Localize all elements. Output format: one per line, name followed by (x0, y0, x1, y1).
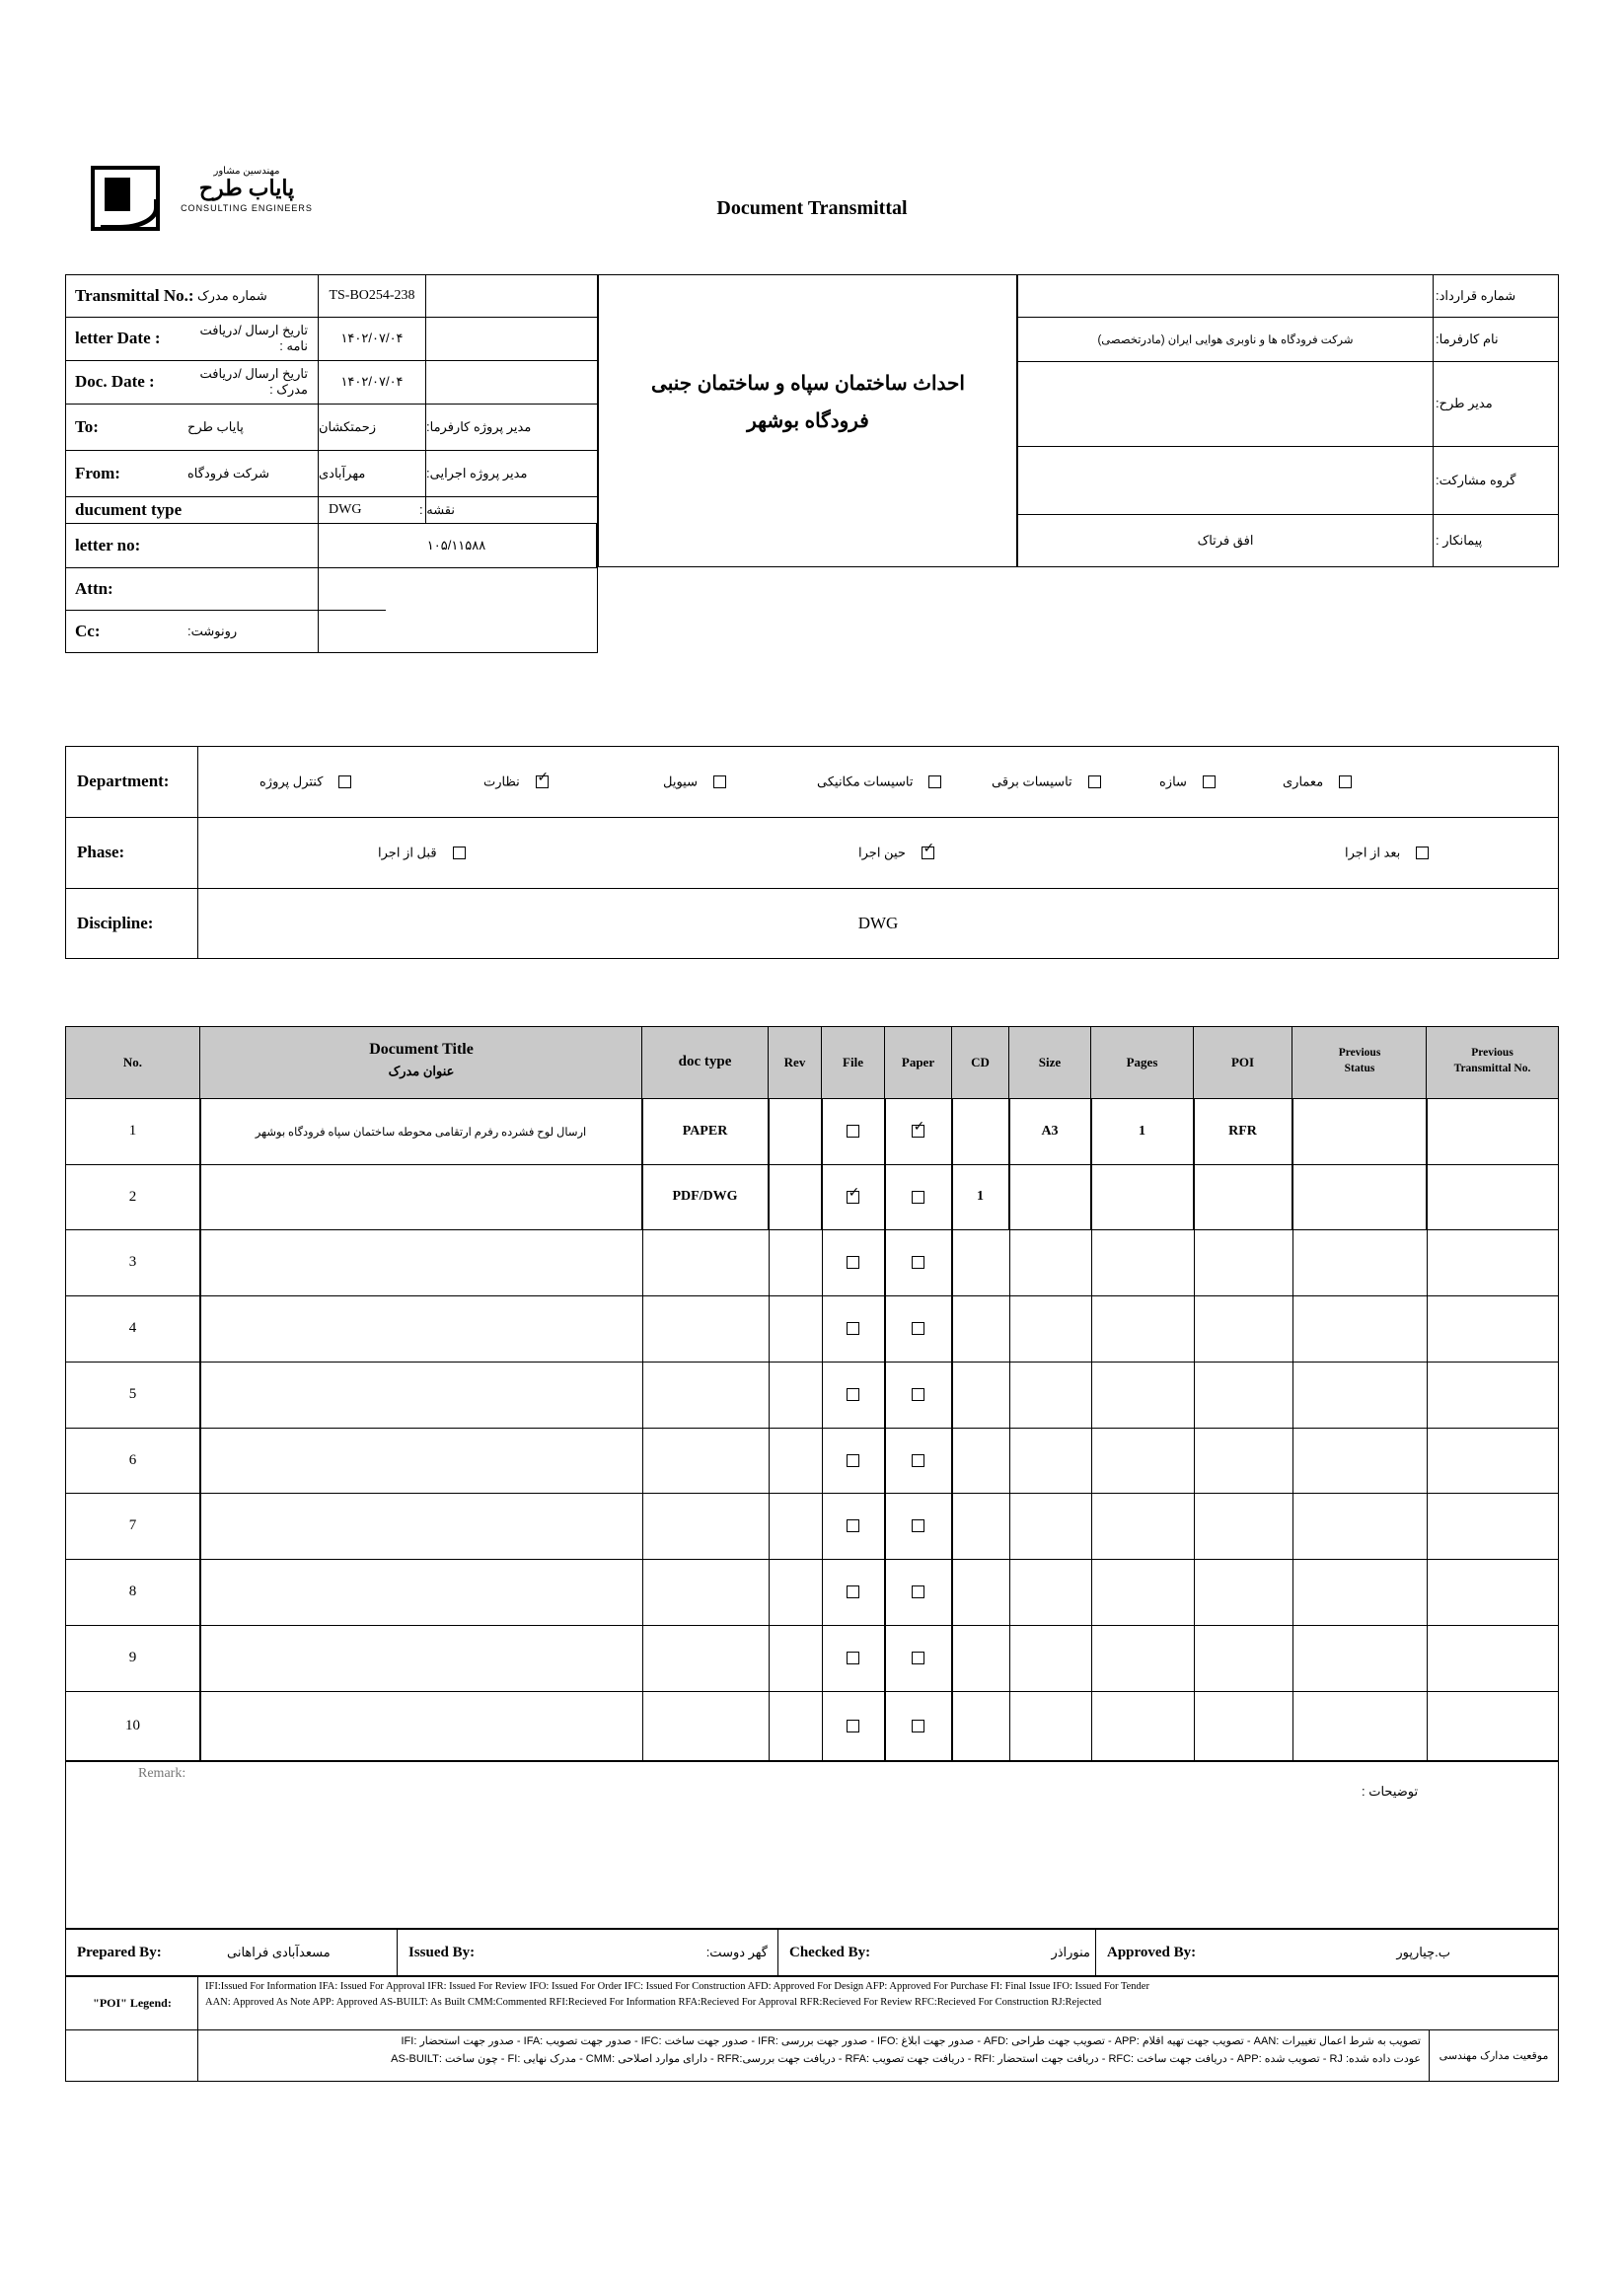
label-cc: Cc: (75, 622, 101, 640)
row1-poi: RFR (1194, 1098, 1292, 1164)
row4-file-checkbox[interactable] (847, 1322, 859, 1335)
value-approved-by: ب.چیارپور (1396, 1945, 1450, 1959)
value-from-person: مهرآبادی (319, 465, 366, 480)
department-option-civil-checkbox[interactable] (713, 775, 726, 788)
phase-option-before-checkbox[interactable] (453, 847, 466, 859)
phase-option-during-checkbox[interactable] (922, 847, 934, 859)
department-option-structure[interactable] (1159, 773, 1216, 790)
label-cc-fa: رونوشت: (187, 624, 238, 638)
row2-prev-status (1292, 1164, 1427, 1229)
row7-file-checkbox[interactable] (847, 1519, 859, 1532)
row4-file-cell (822, 1295, 885, 1362)
row3-no: 3 (66, 1229, 200, 1295)
row1-pages: 1 (1091, 1098, 1194, 1164)
value-contractor: افق فرتاک (1197, 533, 1254, 548)
th-document-title (200, 1027, 642, 1098)
th-no: No. (66, 1027, 200, 1098)
th-previous-status (1292, 1027, 1427, 1098)
row8-paper-cell (885, 1559, 952, 1625)
value-employer: شرکت فرودگاه ها و ناوبری هوایی ایران (مادرتخصصی) (1097, 333, 1354, 346)
label-discipline: Discipline: (77, 914, 154, 932)
label-checked-by: Checked By: (789, 1944, 871, 1960)
row4-no: 4 (66, 1295, 200, 1362)
project-title-line1: احداث ساختمان سپاه و ساختمان جنبی (651, 372, 965, 395)
row1-file-checkbox[interactable] (847, 1125, 859, 1138)
logo-line3: CONSULTING ENGINEERS (181, 203, 313, 213)
row5-paper-cell (885, 1362, 952, 1428)
department-option-supervision[interactable] (483, 773, 549, 790)
row6-file-checkbox[interactable] (847, 1454, 859, 1467)
row1-rev (769, 1098, 822, 1164)
label-employer-project-manager: مدیر پروژه کارفرما: (426, 418, 532, 434)
th-previous-transmittal-l1: Previous (1471, 1047, 1513, 1059)
row3-file-checkbox[interactable] (847, 1256, 859, 1269)
legend-fa-line2: عودت داده شده: RJ - تصویب شده :APP - دریافت جهت ساخت :RFC - دریافت جهت استحضار :RFI - دریافت جهت تصویب :RFA - دریافت جهت بررسی:RFR - دارای موارد اصلاحی :CMM - مدرک نهایی :FI - چون ساخت :AS-BUILT (391, 2053, 1421, 2065)
value-prepared-by: مسعدآبادی فراهانی (227, 1945, 331, 1959)
row2-file-cell (822, 1164, 885, 1229)
th-previous-status-l1: Previous (1338, 1047, 1381, 1059)
row2-prev-trans (1427, 1164, 1558, 1229)
label-doc-date-fa: تاریخ ارسال /دریافت مدرک : (199, 366, 308, 397)
department-option-electrical-label: تاسیسات برقی (992, 774, 1072, 789)
phase-option-during-label: حین اجرا (858, 845, 906, 860)
row2-doc-type: PDF/DWG (642, 1164, 769, 1229)
value-transmittal-no: TS-BO254-238 (329, 287, 415, 303)
department-option-architecture-checkbox[interactable] (1339, 775, 1352, 788)
row7-file-cell (822, 1493, 885, 1559)
label-phase: Phase: (77, 843, 125, 861)
row9-paper-checkbox[interactable] (912, 1652, 924, 1664)
row2-cd: 1 (952, 1164, 1009, 1229)
phase-option-after[interactable] (1345, 844, 1429, 861)
row5-no: 5 (66, 1362, 200, 1428)
th-poi: POI (1194, 1027, 1292, 1098)
row6-paper-cell (885, 1428, 952, 1493)
row10-no: 10 (66, 1691, 200, 1761)
row1-doc-type: PAPER (642, 1098, 769, 1164)
department-option-electrical-checkbox[interactable] (1088, 775, 1101, 788)
th-cd: CD (952, 1027, 1009, 1098)
label-approved-by: Approved By: (1107, 1944, 1197, 1960)
row1-prev-trans (1427, 1098, 1558, 1164)
legend-fa-line1: تصویب به شرط اعمال تغییرات :AAN - تصویب جهت تهیه اقلام :APP - تصویب جهت طراحی :AFD - صدور جهت ابلاغ :IFO - صدور جهت بررسی :IFR - صدور جهت ساخت :IFC - صدور جهت تصویب :IFA - صدور جهت استحضار :IFI (401, 2035, 1421, 2047)
row8-file-cell (822, 1559, 885, 1625)
row6-file-cell (822, 1428, 885, 1493)
row9-file-cell (822, 1625, 885, 1691)
phase-option-during[interactable] (858, 844, 934, 861)
row6-paper-checkbox[interactable] (912, 1454, 924, 1467)
row4-paper-checkbox[interactable] (912, 1322, 924, 1335)
value-doc-date: ۱۴۰۲/۰۷/۰۴ (340, 374, 404, 389)
legend-line2: AAN: Approved As Note APP: Approved AS-BUILT: As Built CMM:Commented RFI:Recieved For Information RFA:Recieved For Approval RFR:Recieved For Review RFC:Recieved For Construction RJ:Rejected (205, 1997, 1102, 2008)
row3-paper-cell (885, 1229, 952, 1295)
value-to-person: زحمتکشان (319, 418, 377, 434)
department-option-mechanical-label: تاسیسات مکانیکی (817, 774, 914, 789)
legend-line1: IFI:Issued For Information IFA: Issued For Approval IFR: Issued For Review IFO: Issued For Order IFC: Issued For Construction AFD: Approved For Design AFP: Approved For Purchase FI: Final Issue IFO: Issued For Tender (205, 1981, 1149, 1992)
row1-paper-checkbox[interactable] (912, 1125, 924, 1138)
row5-file-checkbox[interactable] (847, 1388, 859, 1401)
label-to: To: (75, 416, 99, 436)
th-previous-transmittal-l2: Transmittal No. (1453, 1063, 1531, 1074)
value-checked-by: منوراذر (1051, 1945, 1090, 1959)
remarks-label-en: Remark: (138, 1766, 186, 1781)
row1-paper-cell (885, 1098, 952, 1164)
department-option-mechanical[interactable] (817, 773, 941, 790)
label-execution-project-manager: مدیر پروژه اجرایی: (426, 465, 528, 480)
th-document-title-fa: عنوان مدرک (388, 1064, 455, 1078)
row4-paper-cell (885, 1295, 952, 1362)
label-issued-by: Issued By: (408, 1944, 476, 1960)
department-option-project-control-checkbox[interactable] (338, 775, 351, 788)
row7-paper-cell (885, 1493, 952, 1559)
row5-file-cell (822, 1362, 885, 1428)
department-option-supervision-label: نظارت (483, 774, 520, 789)
value-from-company: شرکت فرودگاه (187, 465, 270, 480)
row2-paper-checkbox[interactable] (912, 1191, 924, 1204)
value-letter-date: ۱۴۰۲/۰۷/۰۴ (340, 331, 404, 345)
page-title: Document Transmittal (716, 197, 908, 219)
phase-option-before-label: قبل از اجرا (378, 845, 437, 860)
label-attn: Attn: (75, 578, 113, 598)
department-option-mechanical-checkbox[interactable] (928, 775, 941, 788)
row1-title: ارسال لوح فشرده رفرم ارتقامی محوطه ساختمان سپاه فرودگاه بوشهر (200, 1098, 642, 1164)
row1-cd (952, 1098, 1009, 1164)
label-prepared-by: Prepared By: (77, 1944, 162, 1960)
value-letter-no: ۱۰۵/۱۱۵۸۸ (426, 537, 486, 553)
legend-en-lines (205, 1981, 1552, 2008)
row9-paper-cell (885, 1625, 952, 1691)
label-department: Department: (77, 772, 170, 790)
department-option-civil-label: سیویل (663, 774, 698, 789)
remarks-frame (65, 1761, 1559, 1929)
phase-option-after-checkbox[interactable] (1416, 847, 1429, 859)
row10-file-checkbox[interactable] (847, 1720, 859, 1732)
value-plan-manager (1019, 361, 1432, 446)
department-option-civil[interactable] (663, 773, 726, 790)
department-option-supervision-checkbox[interactable] (536, 775, 549, 788)
th-rev: Rev (769, 1027, 822, 1098)
row1-no: 1 (66, 1098, 200, 1164)
legend-fa-side: موقعیت مدارک مهندسی (1439, 2050, 1549, 2062)
row8-file-checkbox[interactable] (847, 1585, 859, 1598)
label-transmittal-no: Transmittal No.: (75, 285, 194, 305)
value-joint-venture (1019, 446, 1432, 514)
row1-size: A3 (1009, 1098, 1091, 1164)
th-doc-type: doc type (642, 1027, 769, 1098)
phase-option-after-label: بعد از اجرا (1345, 845, 1401, 860)
row2-paper-cell (885, 1164, 952, 1229)
project-title-line2: فرودگاه بوشهر (747, 409, 869, 432)
th-previous-status-l2: Status (1344, 1063, 1375, 1074)
department-option-electrical[interactable] (992, 773, 1101, 790)
label-letter-date: letter Date : (75, 329, 161, 347)
row2-no: 2 (66, 1164, 200, 1229)
department-option-project-control-label: کنترل پروژه (259, 774, 324, 789)
row8-no: 8 (66, 1559, 200, 1625)
value-attn (321, 567, 592, 610)
legend-fa-lines (205, 2034, 1421, 2065)
label-employer: نام کارفرما: (1436, 331, 1499, 346)
row7-no: 7 (66, 1493, 200, 1559)
row2-poi (1194, 1164, 1292, 1229)
row2-file-checkbox[interactable] (847, 1191, 859, 1204)
label-from: From: (75, 463, 120, 482)
label-contract-no: شماره قرارداد: (1436, 287, 1516, 303)
th-document-title-en: Document Title (369, 1041, 474, 1058)
value-issued-by: گهر دوست: (705, 1945, 768, 1959)
row6-no: 6 (66, 1428, 200, 1493)
label-joint-venture: گروه مشارکت: (1436, 472, 1516, 487)
department-option-architecture[interactable] (1283, 773, 1352, 790)
row7-paper-checkbox[interactable] (912, 1519, 924, 1532)
th-paper: Paper (885, 1027, 952, 1098)
label-contractor: پیمانکار : (1436, 533, 1483, 548)
remarks-label-fa: توضیحات : (1362, 1784, 1419, 1799)
logo-line2: پایاب طرح (198, 176, 295, 200)
row1-prev-status (1292, 1098, 1427, 1164)
label-transmittal-no-fa: شماره مدرک (197, 287, 267, 303)
department-option-project-control[interactable] (259, 773, 351, 790)
label-doc-date: Doc. Date : (75, 372, 155, 391)
logo-line1: مهندسین مشاور (213, 166, 280, 177)
value-discipline: DWG (857, 914, 899, 932)
row5-paper-checkbox[interactable] (912, 1388, 924, 1401)
row10-file-cell (822, 1691, 885, 1761)
row2-pages (1091, 1164, 1194, 1229)
th-size: Size (1009, 1027, 1091, 1098)
label-document-type-fa: نقشه : (419, 501, 455, 517)
th-pages: Pages (1091, 1027, 1194, 1098)
row2-rev (769, 1164, 822, 1229)
label-document-type: ducument type (75, 499, 183, 519)
label-letter-date-fa: تاریخ ارسال /دریافت نامه : (199, 323, 308, 353)
phase-option-before[interactable] (378, 844, 466, 861)
row3-file-cell (822, 1229, 885, 1295)
row2-title (200, 1164, 642, 1229)
label-plan-manager: مدیر طرح: (1436, 396, 1493, 410)
legend-title: "POI" Legend: (93, 1995, 172, 2010)
department-option-structure-checkbox[interactable] (1203, 775, 1216, 788)
value-contract-no (1019, 274, 1432, 317)
row3-paper-checkbox[interactable] (912, 1256, 924, 1269)
row8-paper-checkbox[interactable] (912, 1585, 924, 1598)
label-letter-no: letter no: (75, 535, 141, 554)
department-option-structure-label: سازه (1159, 774, 1187, 789)
th-file: File (822, 1027, 885, 1098)
value-document-type: DWG (329, 501, 362, 517)
value-to-company: پایاب طرح (187, 418, 244, 434)
department-option-architecture-label: معماری (1283, 774, 1324, 789)
row9-no: 9 (66, 1625, 200, 1691)
row9-file-checkbox[interactable] (847, 1652, 859, 1664)
row10-paper-checkbox[interactable] (912, 1720, 924, 1732)
row1-file-cell (822, 1098, 885, 1164)
row10-paper-cell (885, 1691, 952, 1761)
row2-size (1009, 1164, 1091, 1229)
th-previous-transmittal (1427, 1027, 1558, 1098)
